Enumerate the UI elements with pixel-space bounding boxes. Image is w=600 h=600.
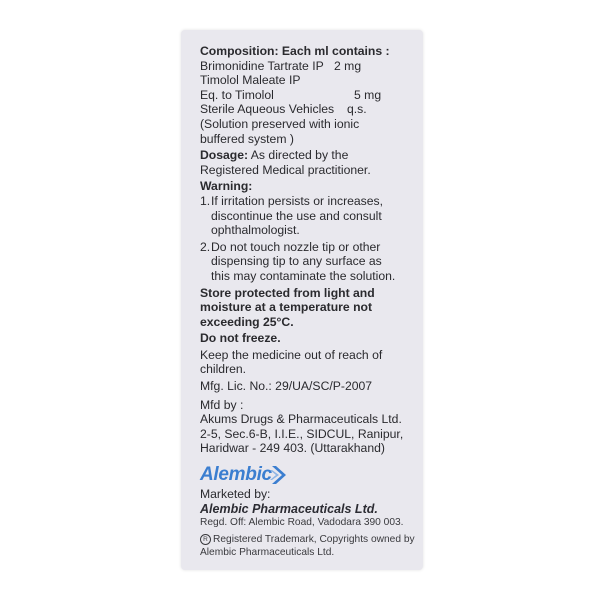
marketed-by-label: Marketed by: — [200, 487, 271, 502]
ingredient-row — [200, 59, 420, 74]
storage-text: moisture at a temperature not — [200, 300, 373, 315]
storage-text: exceeding 25°C. — [200, 314, 294, 329]
warning-text: If irritation persists or increases, — [211, 193, 384, 208]
storage-text: Store protected from light and — [200, 285, 375, 300]
ingredient-name: Timolol Maleate IP — [200, 73, 301, 88]
warning-text: ophthalmologist. — [211, 223, 300, 238]
ingredient-name: Brimonidine Tartrate IP — [200, 58, 324, 73]
dosage-section — [200, 148, 420, 177]
manufacturer-address: 2-5, Sec.6-B, I.I.E., SIDCUL, Ranipur, — [200, 426, 404, 441]
warning-number: 2. — [200, 239, 211, 254]
trademark-text: Alembic Pharmaceuticals Ltd. — [200, 547, 335, 559]
logo-chevron-icon — [270, 464, 288, 486]
registered-office: Regd. Off: Alembic Road, Vadodara 390 003. — [200, 517, 404, 529]
warning-text: this may contaminate the solution. — [211, 268, 396, 283]
composition-note: buffered system ) — [200, 131, 294, 146]
warning-section — [200, 179, 420, 283]
alembic-logo — [200, 463, 420, 487]
logo-text: Alembic — [200, 463, 272, 485]
license-number: Mfg. Lic. No.: 29/UA/SC/P-2007 — [200, 379, 373, 394]
manufacturer-address: Haridwar - 249 403. (Uttarakhand) — [200, 441, 385, 456]
children-text: Keep the medicine out of reach of — [200, 347, 383, 362]
warning-number: 1. — [200, 193, 211, 208]
composition-heading: Composition: Each ml contains : — [200, 44, 390, 58]
manufacturer-section — [200, 398, 420, 456]
ingredient-qty: 2 mg — [334, 58, 362, 73]
warning-text: dispensing tip to any surface as — [211, 254, 382, 269]
composition-note: (Solution preserved with ionic — [200, 116, 360, 131]
dosage-text: As directed by the — [248, 148, 349, 163]
ingredient-row — [200, 73, 420, 88]
ingredient-qty: 5 mg — [354, 87, 382, 102]
ingredient-qty: q.s. — [347, 102, 367, 117]
trademark-text: Registered Trademark, Copyrights owned by — [213, 534, 415, 546]
registered-trademark-icon: R — [200, 534, 211, 545]
ingredient-row — [200, 88, 420, 103]
dosage-text: Registered Medical practitioner. — [200, 162, 371, 177]
manufacturer-name: Akums Drugs & Pharmaceuticals Ltd. — [200, 412, 402, 427]
label-content — [200, 44, 420, 559]
children-text: children. — [200, 362, 247, 377]
ingredient-row — [200, 102, 420, 117]
dosage-label: Dosage: — [200, 148, 249, 163]
children-warning — [200, 348, 420, 377]
freeze-warning: Do not freeze. — [200, 331, 281, 346]
trademark-notice — [200, 533, 420, 559]
marketer-name: Alembic Pharmaceuticals Ltd. — [200, 501, 378, 516]
warning-item — [200, 240, 420, 284]
mfd-label: Mfd by : — [200, 397, 244, 412]
warning-text: Do not touch nozzle tip or other — [211, 239, 381, 254]
ingredient-name: Eq. to Timolol — [200, 87, 274, 102]
warning-text: discontinue the use and consult — [211, 208, 382, 223]
warning-heading: Warning: — [200, 179, 253, 194]
storage-instructions — [200, 286, 420, 346]
ingredient-name: Sterile Aqueous Vehicles — [200, 102, 335, 117]
warning-item — [200, 194, 420, 238]
